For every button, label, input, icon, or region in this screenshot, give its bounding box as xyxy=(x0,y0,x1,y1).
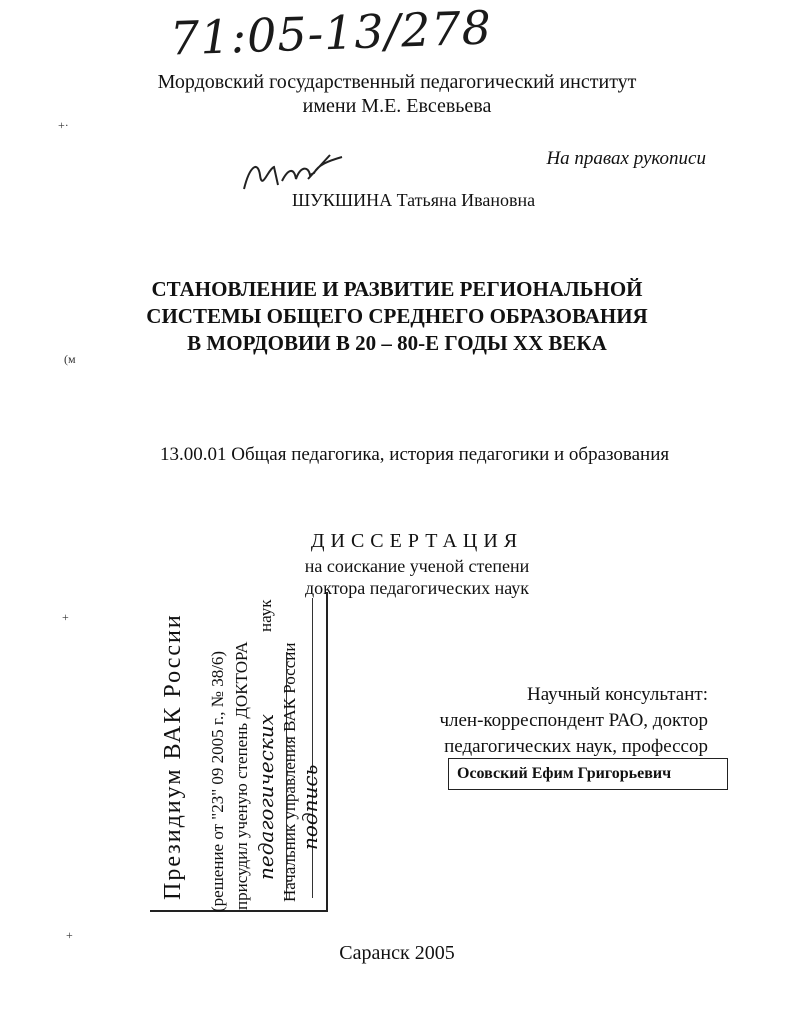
title-line-1: СТАНОВЛЕНИЕ И РАЗВИТИЕ РЕГИОНАЛЬНОЙ xyxy=(151,277,643,301)
title-line-2: СИСТЕМЫ ОБЩЕГО СРЕДНЕГО ОБРАЗОВАНИЯ xyxy=(146,304,648,328)
dissertation-label: ДИССЕРТАЦИЯ xyxy=(310,530,524,552)
consultant-name-box xyxy=(448,758,728,790)
degree-line-1: на соискание ученой степени xyxy=(304,556,530,576)
consultant-name: Осовский Ефим Григорьевич xyxy=(457,765,672,782)
institution-name: Мордовский государственный педагогический институт xyxy=(157,71,637,93)
scan-mark: +· xyxy=(58,118,69,132)
manuscript-label: На правах рукописи xyxy=(546,148,706,169)
author-name: ШУКШИНА Татьяна Ивановна xyxy=(292,190,536,210)
stamp-divider xyxy=(312,598,313,898)
stamp-field: педагогических xyxy=(254,713,278,880)
institution-name-line2: имени М.Е. Евсевьева xyxy=(302,95,492,117)
degree-line-2: доктора педагогических наук xyxy=(304,578,530,598)
title-line-3: В МОРДОВИИ В 20 – 80-Е ГОДЫ XX ВЕКА xyxy=(187,331,607,355)
stamp-awarded: присудил ученую степень ДОКТОРА xyxy=(232,641,251,910)
archive-number: 71:05-13/278 xyxy=(169,0,493,66)
consultant-title-2: педагогических наук, профессор xyxy=(444,736,708,757)
stamp-decision: (решение от "23" 09 2005 г., № 38/6) xyxy=(208,650,227,912)
stamp-head: Начальник управления ВАК России xyxy=(280,642,299,902)
consultant-heading: Научный консультант: xyxy=(526,684,708,705)
scan-mark: (м xyxy=(64,352,76,366)
consultant-title-1: член-корреспондент РАО, доктор xyxy=(439,710,708,731)
stamp-signature: подпись xyxy=(298,764,322,850)
specialty-code: 13.00.01 Общая педагогика, история педагогики и образования xyxy=(160,444,670,465)
scan-mark: + xyxy=(66,928,73,942)
city-year: Саранск 2005 xyxy=(339,942,455,964)
stamp-presidium: Президиум ВАК России xyxy=(160,613,186,900)
scan-mark: + xyxy=(62,610,69,624)
stamp-science: наук xyxy=(256,599,275,632)
